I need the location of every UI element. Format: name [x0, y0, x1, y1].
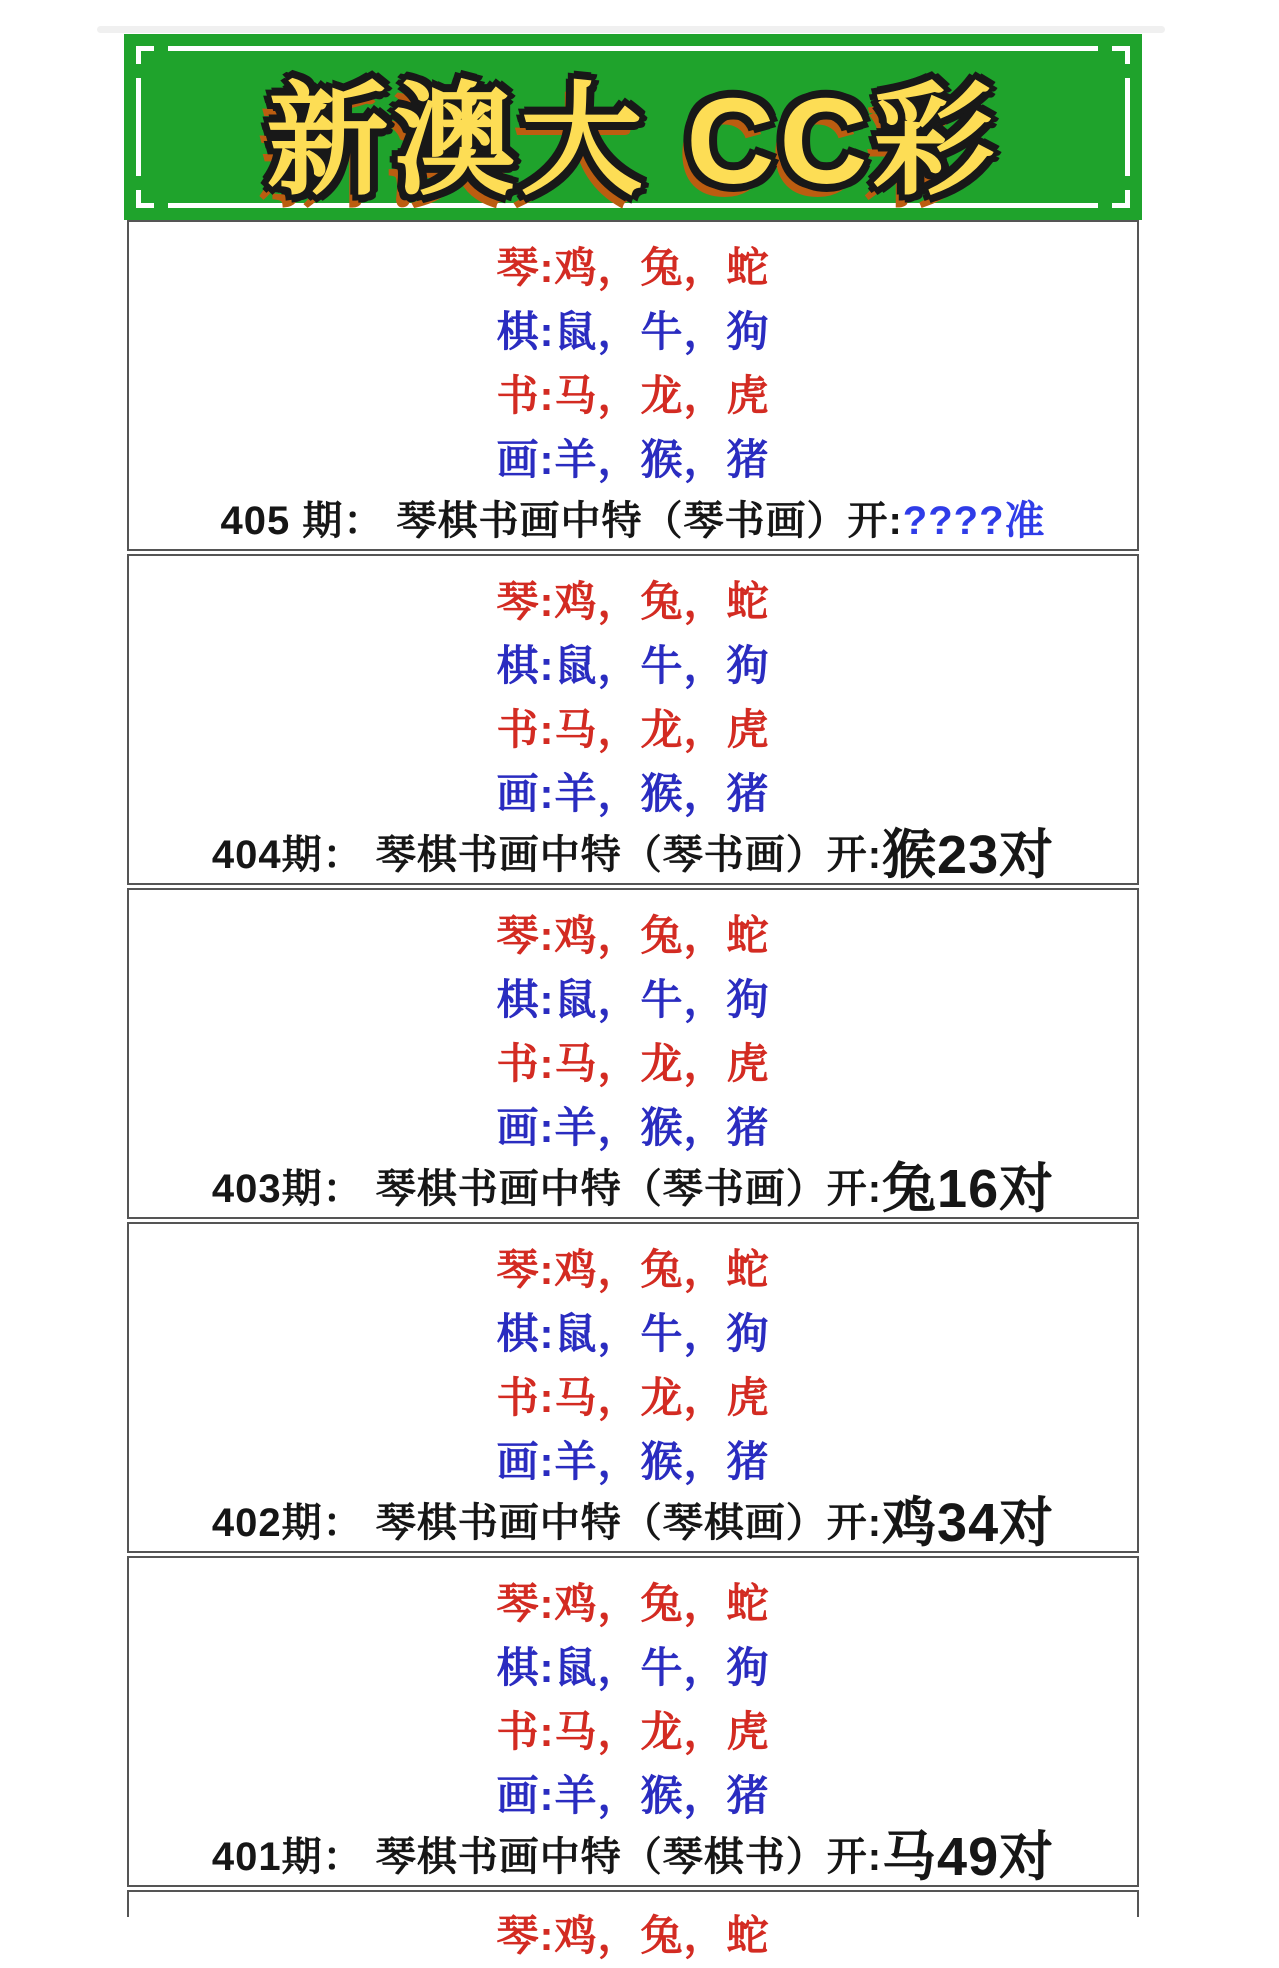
result-value: 兔16对	[882, 1159, 1055, 1219]
category-line-qin: 琴:鸡，兔，蛇	[496, 1580, 770, 1627]
issue-result-line	[129, 1494, 1137, 1552]
category-line-qin: 琴:鸡，兔，蛇	[496, 1246, 770, 1293]
result-value: 马49对	[882, 1827, 1055, 1887]
frame-gap	[136, 176, 141, 190]
category-line-qi: 棋:鼠，牛，狗	[496, 1644, 770, 1691]
issue-result-line	[129, 1160, 1137, 1218]
category-line-qi: 棋:鼠，牛，狗	[496, 642, 770, 689]
category-line-hua: 画:羊，猴，猪	[496, 770, 770, 817]
result-block-next-partial	[127, 1890, 1139, 1959]
page-title: 新澳大 CC彩	[266, 72, 1000, 209]
result-value: ????准	[902, 499, 1046, 543]
result-value: 鸡34对	[882, 1493, 1055, 1553]
result-prefix: 405 期： 琴棋书画中特（琴书画）开:	[220, 499, 903, 543]
result-prefix: 404期： 琴棋书画中特（琴书画）开:	[211, 833, 883, 877]
category-line-shu: 书:马，龙，虎	[496, 706, 770, 753]
result-block-405	[127, 220, 1139, 551]
frame-gap	[1125, 64, 1130, 78]
result-value: 猴23对	[882, 825, 1055, 885]
category-line-qin: 琴:鸡，兔，蛇	[496, 244, 770, 291]
result-block-402	[127, 1222, 1139, 1553]
category-line-qi: 棋:鼠，牛，狗	[496, 976, 770, 1023]
frame-gap	[154, 46, 168, 51]
top-strip-decoration	[97, 26, 1165, 33]
result-block-404	[127, 554, 1139, 885]
frame-gap	[1098, 46, 1112, 51]
frame-gap	[1098, 203, 1112, 208]
category-line-shu: 书:马，龙，虎	[496, 1040, 770, 1087]
result-prefix: 403期： 琴棋书画中特（琴书画）开:	[211, 1167, 883, 1211]
category-line-qin: 琴:鸡，兔，蛇	[496, 912, 770, 959]
result-block-403	[127, 888, 1139, 1219]
title-banner	[124, 34, 1142, 220]
category-line-hua: 画:羊，猴，猪	[496, 1104, 770, 1151]
frame-gap	[1125, 176, 1130, 190]
category-line-qin: 琴:鸡，兔，蛇	[496, 578, 770, 625]
result-prefix: 402期： 琴棋书画中特（琴棋画）开:	[211, 1501, 883, 1545]
category-line-hua: 画:羊，猴，猪	[496, 1772, 770, 1819]
category-line-hua: 画:羊，猴，猪	[496, 436, 770, 483]
category-line-qi: 棋:鼠，牛，狗	[496, 308, 770, 355]
frame-gap	[136, 64, 141, 78]
issue-result-line	[129, 1828, 1137, 1886]
category-line-shu: 书:马，龙，虎	[496, 372, 770, 419]
category-line-qi: 棋:鼠，牛，狗	[496, 1310, 770, 1357]
result-block-401	[127, 1556, 1139, 1887]
issue-result-line	[129, 826, 1137, 884]
results-list	[127, 220, 1139, 1959]
frame-gap	[154, 203, 168, 208]
category-line-qin: 琴:鸡，兔，蛇	[496, 1912, 770, 1959]
category-line-shu: 书:马，龙，虎	[496, 1708, 770, 1755]
category-line-hua: 画:羊，猴，猪	[496, 1438, 770, 1485]
result-prefix: 401期： 琴棋书画中特（琴棋书）开:	[211, 1835, 883, 1879]
category-line-shu: 书:马，龙，虎	[496, 1374, 770, 1421]
issue-result-line	[129, 492, 1137, 550]
